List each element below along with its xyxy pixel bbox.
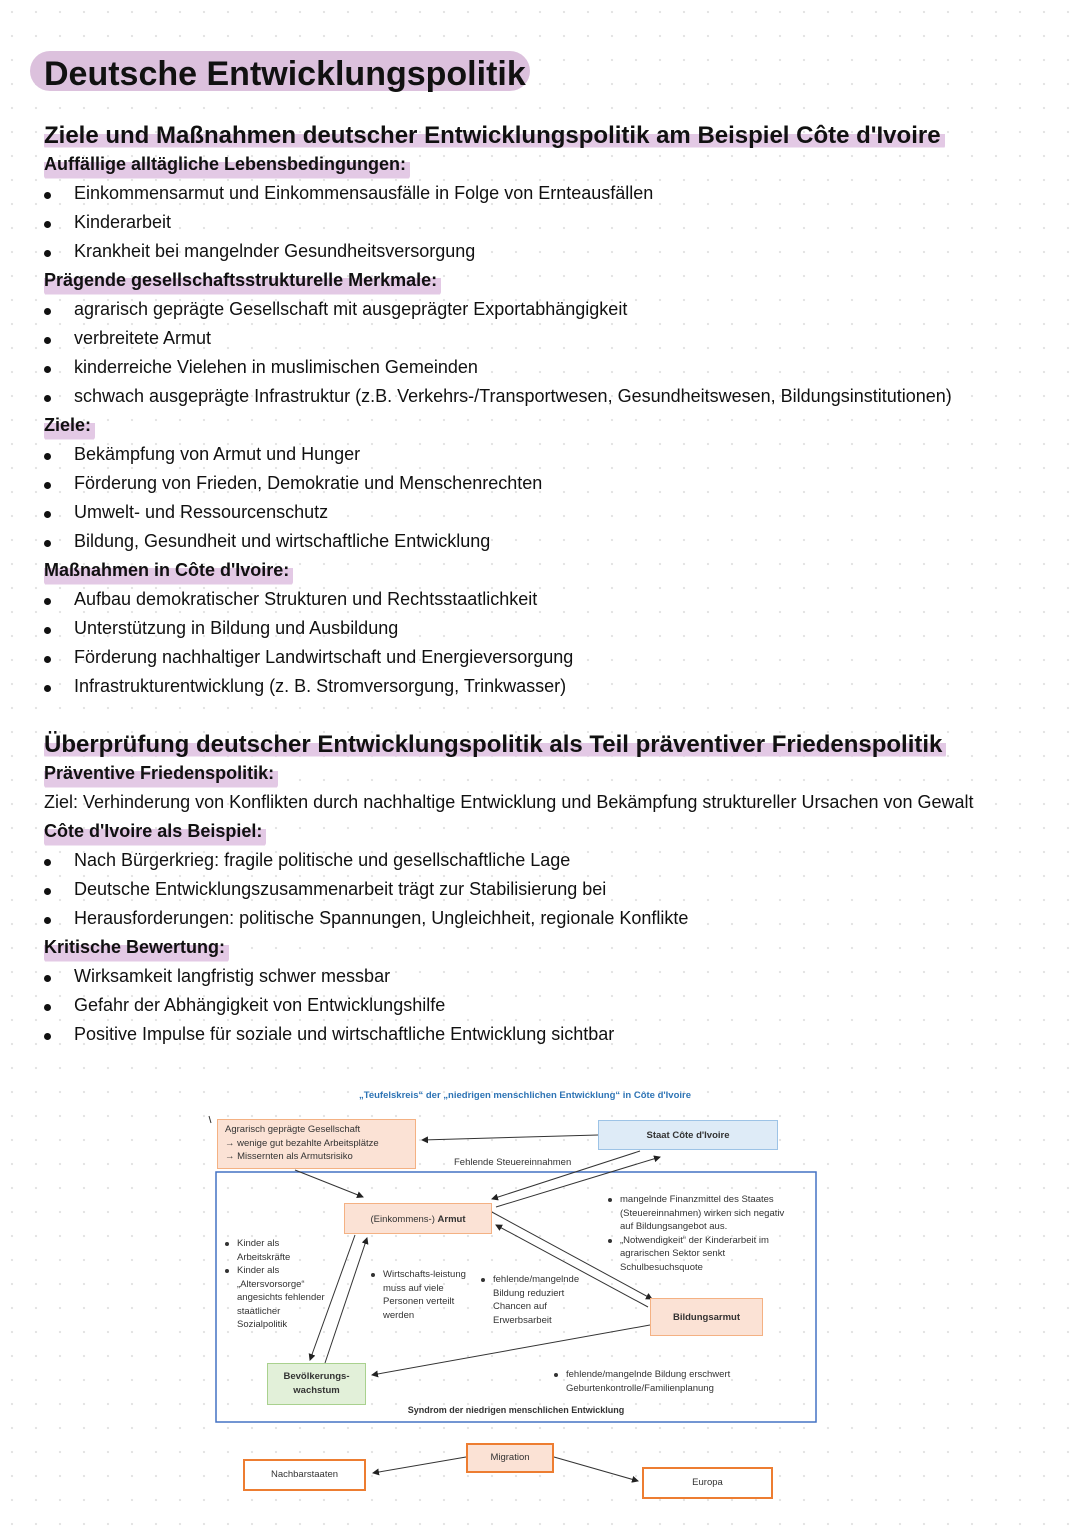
list-item: Unterstützung in Bildung und Ausbildung <box>44 614 1054 643</box>
list-item: Förderung von Frieden, Demokratie und Menschenrechten <box>44 469 1054 498</box>
list-item: verbreitete Armut <box>44 324 1054 353</box>
topic-group <box>44 556 1054 701</box>
section-peace-policy <box>44 731 1054 1049</box>
bullet-list <box>44 585 1054 701</box>
poverty-prefix: (Einkommens-) <box>370 1214 435 1225</box>
migration-box: Migration <box>466 1443 554 1473</box>
education-poverty-box: Bildungsarmut <box>650 1298 763 1336</box>
example-list <box>44 846 1054 933</box>
topic-group <box>44 411 1054 556</box>
poverty-box <box>344 1203 492 1234</box>
list-item: Kinder als Arbeitskräfte <box>225 1237 330 1264</box>
list-item: fehlende/mangelnde Bildung erschwert Geburtenkontrolle/Familienplanung <box>554 1368 764 1395</box>
bullet-list <box>44 179 1054 266</box>
children-notes <box>225 1237 330 1332</box>
list-item: Umwelt- und Ressourcenschutz <box>44 498 1054 527</box>
list-item: Bildung, Gesundheit und wirtschaftliche Entwicklung <box>44 527 1054 556</box>
subheading: Maßnahmen in Côte d'Ivoire: <box>44 556 293 585</box>
section-heading: Überprüfung deutscher Entwicklungspolitik als Teil präventiver Friedenspolitik <box>44 731 946 759</box>
subheading-critique: Kritische Bewertung: <box>44 933 229 962</box>
list-item: Förderung nachhaltiger Landwirtschaft und Energieversorgung <box>44 643 1054 672</box>
list-item: Gefahr der Abhängigkeit von Entwicklungshilfe <box>44 991 1054 1020</box>
agrar-line: Agrarisch geprägte Gesellschaft <box>225 1124 361 1135</box>
agrarian-society-box <box>217 1119 416 1169</box>
education-note <box>481 1273 591 1327</box>
birth-control-note <box>554 1368 764 1395</box>
subheading-preventive: Präventive Friedenspolitik: <box>44 759 278 788</box>
list-item: Positive Impulse für soziale und wirtschaftliche Entwicklung sichtbar <box>44 1020 1054 1049</box>
vicious-circle-diagram <box>200 1085 840 1505</box>
bullet-list <box>44 295 1054 411</box>
list-item: mangelnde Finanzmittel des Staates (Steuereinnahmen) wirken sich negativ auf Bildungsangebot aus. <box>608 1193 798 1234</box>
list-item: Nach Bürgerkrieg: fragile politische und gesellschaftliche Lage <box>44 846 1054 875</box>
list-item: Deutsche Entwicklungszusammenarbeit trägt zur Stabilisierung bei <box>44 875 1054 904</box>
state-box: Staat Côte d'Ivoire <box>598 1120 778 1150</box>
list-item: Kinder als „Altersvorsorge“ angesichts fehlender staatlicher Sozialpolitik <box>225 1264 330 1332</box>
list-item: „Notwendigkeit“ der Kinderarbeit im agrarischen Sektor senkt Schulbesuchsquote <box>608 1234 798 1275</box>
diagram-title: „Teufelskreis“ der „niedrigen menschlichen Entwicklung“ in Côte d'Ivoire <box>358 1090 692 1101</box>
list-item: Krankheit bei mangelnder Gesundheitsversorgung <box>44 237 1054 266</box>
poverty-label: Armut <box>437 1214 466 1225</box>
page-title: Deutsche Entwicklungspolitik <box>30 51 530 91</box>
section-goals-measures <box>44 122 1054 701</box>
syndrome-label: Syndrom der niedrigen menschlichen Entwicklung <box>407 1405 625 1415</box>
topic-group <box>44 150 1054 266</box>
bullet-list <box>44 440 1054 556</box>
finance-notes <box>608 1193 798 1274</box>
topic-group <box>44 266 1054 411</box>
europe-box: Europa <box>642 1467 773 1499</box>
subheading: Auffällige alltägliche Lebensbedingungen: <box>44 150 410 179</box>
tax-label: Fehlende Steuereinnahmen <box>454 1157 572 1168</box>
list-item: Einkommensarmut und Einkommensausfälle in Folge von Ernteausfällen <box>44 179 1054 208</box>
list-item: agrarisch geprägte Gesellschaft mit ausgeprägter Exportabhängigkeit <box>44 295 1054 324</box>
section1-groups <box>44 150 1054 701</box>
list-item: kinderreiche Vielehen in muslimischen Gemeinden <box>44 353 1054 382</box>
list-item: Aufbau demokratischer Strukturen und Rechtsstaatlichkeit <box>44 585 1054 614</box>
agrar-line: → Missernten als Armutsrisiko <box>225 1151 353 1162</box>
goal-text: Ziel: Verhinderung von Konflikten durch nachhaltige Entwicklung und Bekämpfung struktureller Ursachen von Gewalt <box>44 792 974 812</box>
list-item: Herausforderungen: politische Spannungen, Ungleichheit, regionale Konflikte <box>44 904 1054 933</box>
list-item: Bekämpfung von Armut und Hunger <box>44 440 1054 469</box>
section-heading: Ziele und Maßnahmen deutscher Entwicklungspolitik am Beispiel Côte d'Ivoire <box>44 122 945 150</box>
list-item: Wirtschafts-leistung muss auf viele Personen verteilt werden <box>371 1268 471 1322</box>
list-item: Kinderarbeit <box>44 208 1054 237</box>
subheading: Ziele: <box>44 411 95 440</box>
list-item: Wirksamkeit langfristig schwer messbar <box>44 962 1054 991</box>
neighbor-states-box: Nachbarstaaten <box>243 1459 366 1491</box>
critique-list <box>44 962 1054 1049</box>
economy-note <box>371 1268 471 1322</box>
list-item: fehlende/mangelnde Bildung reduziert Chancen auf Erwerbsarbeit <box>481 1273 591 1327</box>
list-item: schwach ausgeprägte Infrastruktur (z.B. Verkehrs-/Transportwesen, Gesundheitswesen, Bildungsinstitutionen) <box>44 382 1054 411</box>
subheading: Prägende gesellschaftsstrukturelle Merkmale: <box>44 266 441 295</box>
population-growth-box: Bevölkerungs-wachstum <box>267 1363 366 1405</box>
list-item: Infrastrukturentwicklung (z. B. Stromversorgung, Trinkwasser) <box>44 672 1054 701</box>
agrar-line: → wenige gut bezahlte Arbeitsplätze <box>225 1137 379 1149</box>
subheading-example: Côte d'Ivoire als Beispiel: <box>44 817 266 846</box>
